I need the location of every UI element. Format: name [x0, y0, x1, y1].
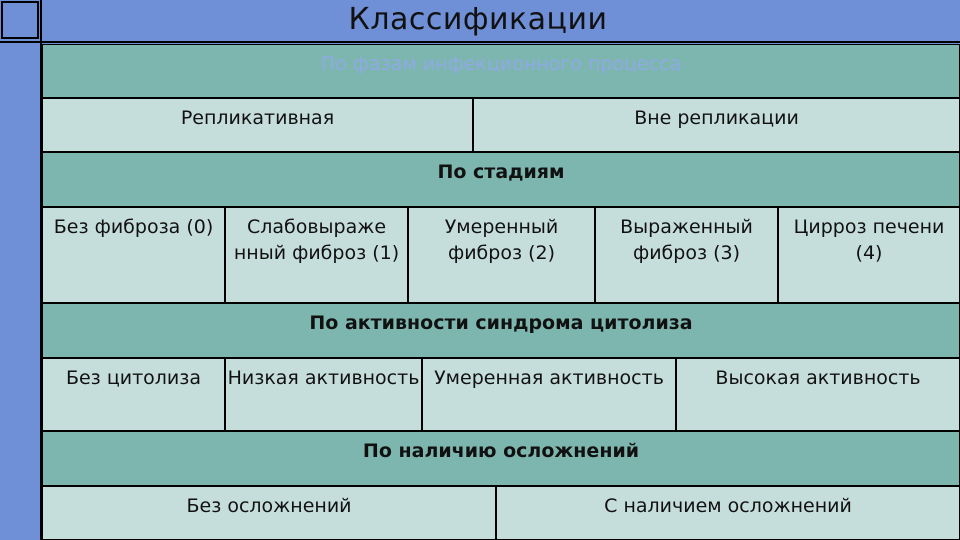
row-complications: [42, 486, 960, 540]
cell-low-activity: Низкая активность: [225, 358, 422, 431]
cell-stage-0: Без фиброза (0): [42, 207, 225, 303]
header-cell-complications: По наличию осложнений: [42, 431, 960, 486]
cell-stage-2: Умеренный фиброз (2): [408, 207, 595, 303]
cell-non-replicative: Вне репликации: [473, 98, 960, 152]
cell-no-cytolysis: Без цитолиза: [42, 358, 225, 431]
slide-title: [0, 2, 960, 37]
header-cell-stages: По стадиям: [42, 152, 960, 207]
row-phases: [42, 98, 960, 152]
cell-with-complications: С наличием осложнений: [496, 486, 960, 540]
row-stages: [42, 207, 960, 303]
row-activity-header: [42, 303, 960, 358]
classification-table: [42, 44, 960, 540]
row-stages-header: [42, 152, 960, 207]
slide-title-text: Классификации: [348, 2, 608, 37]
header-cell-phases: По фазам инфекционного процесса: [42, 44, 960, 98]
cell-high-activity: Высокая активность: [676, 358, 960, 431]
title-divider: [0, 41, 960, 43]
cell-replicative: Репликативная: [42, 98, 473, 152]
row-complications-header: [42, 431, 960, 486]
cell-moderate-activity: Умеренная активность: [422, 358, 676, 431]
row-activity: [42, 358, 960, 431]
row-phases-header: [42, 44, 960, 98]
left-accent-bar: [0, 42, 42, 540]
cell-stage-4: Цирроз печени (4): [778, 207, 960, 303]
cell-stage-1: Слабовыраже нный фиброз (1): [225, 207, 408, 303]
cell-stage-3: Выраженный фиброз (3): [595, 207, 778, 303]
header-cell-activity: По активности синдрома цитолиза: [42, 303, 960, 358]
cell-no-complications: Без осложнений: [42, 486, 496, 540]
